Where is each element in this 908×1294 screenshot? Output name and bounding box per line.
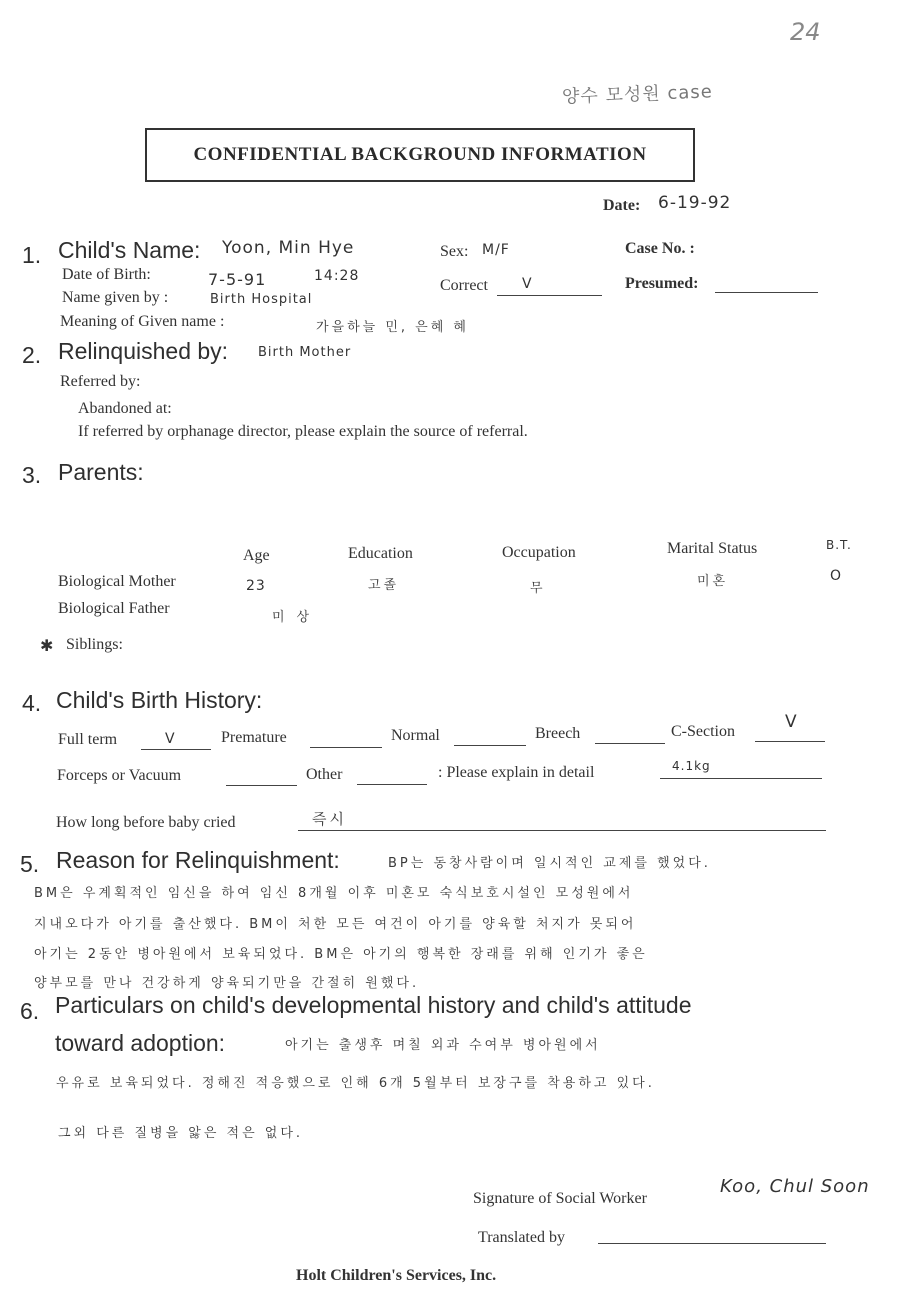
particulars-value-1: 아기는 출생후 며칠 외과 수여부 병아원에서: [285, 1038, 601, 1053]
section-1-number: 1.: [22, 242, 42, 268]
meaning-value: 가을하늘 민, 은혜 혜: [316, 320, 469, 335]
translated-by-label: Translated by: [478, 1229, 565, 1246]
correct-underline: [497, 295, 602, 296]
biological-mother-label: Biological Mother: [58, 573, 176, 590]
relinquished-by-value: Birth Mother: [258, 345, 352, 360]
sex-value: M/F: [482, 242, 510, 258]
particulars-label-2: toward adoption:: [55, 1030, 226, 1056]
other-label: Other: [306, 766, 343, 783]
section-3-number: 3.: [22, 462, 42, 488]
marital-status-header: Marital Status: [667, 540, 758, 557]
csection-label: C-Section: [671, 723, 735, 740]
section-5-number: 5.: [20, 851, 40, 877]
childs-name-value: Yoon, Min Hye: [222, 238, 355, 258]
baby-cried-value: 즉시: [312, 810, 347, 828]
signature-value: Koo, Chul Soon: [720, 1176, 870, 1197]
mother-blood-type: O: [830, 568, 843, 584]
translated-by-underline: [598, 1243, 826, 1244]
date-value: 6-19-92: [658, 193, 732, 213]
father-value: 미상: [272, 610, 322, 625]
presumed-label: Presumed:: [625, 275, 699, 292]
explain-value: 4.1kg: [672, 759, 711, 773]
date-label: Date:: [603, 197, 641, 214]
signature-label: Signature of Social Worker: [473, 1190, 647, 1207]
correct-value: V: [522, 276, 533, 292]
mother-education: 고졸: [368, 578, 400, 593]
mother-occupation: 무: [530, 581, 546, 596]
blood-type-header: B.T.: [826, 538, 852, 552]
dob-label: Date of Birth:: [62, 266, 151, 283]
page-number-mark: 24: [790, 18, 821, 46]
document-title: CONFIDENTIAL BACKGROUND INFORMATION: [193, 144, 647, 165]
case-no-label: Case No. :: [625, 240, 695, 257]
sex-label: Sex:: [440, 243, 469, 260]
mother-age: 23: [246, 578, 266, 594]
forceps-underline: [226, 785, 297, 786]
footer-org-name: Holt Children's Services, Inc.: [296, 1267, 497, 1284]
meaning-label: Meaning of Given name :: [60, 313, 225, 330]
mother-marital-status: 미혼: [697, 574, 729, 589]
birth-history-label: Child's Birth History:: [56, 687, 263, 713]
name-given-label: Name given by :: [62, 289, 169, 306]
siblings-asterisk: ✱: [40, 638, 54, 655]
section-4-number: 4.: [22, 690, 42, 716]
childs-name-label: Child's Name:: [58, 237, 201, 263]
parents-label: Parents:: [58, 459, 144, 485]
title-box: [145, 128, 695, 182]
case-note: 양수 모성원 case: [561, 81, 714, 108]
reason-label: Reason for Relinquishment:: [56, 847, 340, 873]
section-6-number: 6.: [20, 998, 40, 1024]
section-2-number: 2.: [22, 342, 42, 368]
particulars-line-2: 그외 다른 질병을 앓은 적은 없다.: [58, 1126, 304, 1141]
forceps-label: Forceps or Vacuum: [57, 767, 182, 784]
baby-cried-label: How long before baby cried: [56, 814, 236, 831]
name-given-value: Birth Hospital: [210, 292, 313, 307]
breech-underline: [595, 743, 665, 744]
referred-by-label: Referred by:: [60, 373, 141, 390]
occupation-header: Occupation: [502, 544, 576, 561]
birth-time-value: 14:28: [314, 268, 360, 284]
breech-label: Breech: [535, 725, 581, 742]
premature-label: Premature: [221, 729, 287, 746]
orphanage-note: If referred by orphanage director, please explain the source of referral.: [78, 423, 528, 440]
education-header: Education: [348, 545, 413, 562]
baby-cried-underline: [298, 830, 826, 831]
full-term-underline: [141, 749, 211, 750]
relinquished-by-label: Relinquished by:: [58, 338, 229, 364]
premature-underline: [310, 747, 382, 748]
particulars-label-1: Particulars on child's developmental history and child's attitude: [55, 992, 692, 1018]
biological-father-label: Biological Father: [58, 600, 170, 617]
reason-line-5: 양부모를 만나 건강하게 양육되기만을 간절히 원했다.: [34, 976, 420, 991]
presumed-underline: [715, 292, 818, 293]
normal-label: Normal: [391, 727, 440, 744]
abandoned-at-label: Abandoned at:: [78, 400, 172, 417]
full-term-value: V: [165, 731, 176, 747]
other-underline: [357, 784, 427, 785]
csection-underline: [755, 741, 825, 742]
reason-line-2: BM은 우계획적인 임신을 하여 임신 8개월 이후 미혼모 숙식보호시설인 모성원에서: [34, 886, 634, 901]
reason-line-1: BP는 동창사람이며 일시적인 교제를 했었다.: [388, 856, 711, 871]
reason-line-4: 아기는 2동안 병아원에서 보육되었다. BM은 아기의 행복한 장래를 위해 인기가 좋은: [34, 947, 648, 962]
normal-underline: [454, 745, 526, 746]
explain-underline: [660, 778, 822, 779]
particulars-line-1: 우유로 보육되었다. 정해진 적응했으로 인해 6개 5월부터 보장구를 착용하고 있다.: [56, 1076, 655, 1091]
dob-value: 7-5-91: [208, 270, 267, 289]
siblings-label: Siblings:: [66, 636, 123, 653]
explain-label: : Please explain in detail: [438, 764, 595, 781]
reason-line-3: 지내오다가 아기를 출산했다. BM이 처한 모든 여건이 아기를 양육할 처지가 못되어: [34, 917, 637, 932]
csection-value: V: [785, 712, 798, 732]
correct-label: Correct: [440, 277, 488, 294]
full-term-label: Full term: [58, 731, 118, 748]
age-header: Age: [243, 547, 270, 564]
